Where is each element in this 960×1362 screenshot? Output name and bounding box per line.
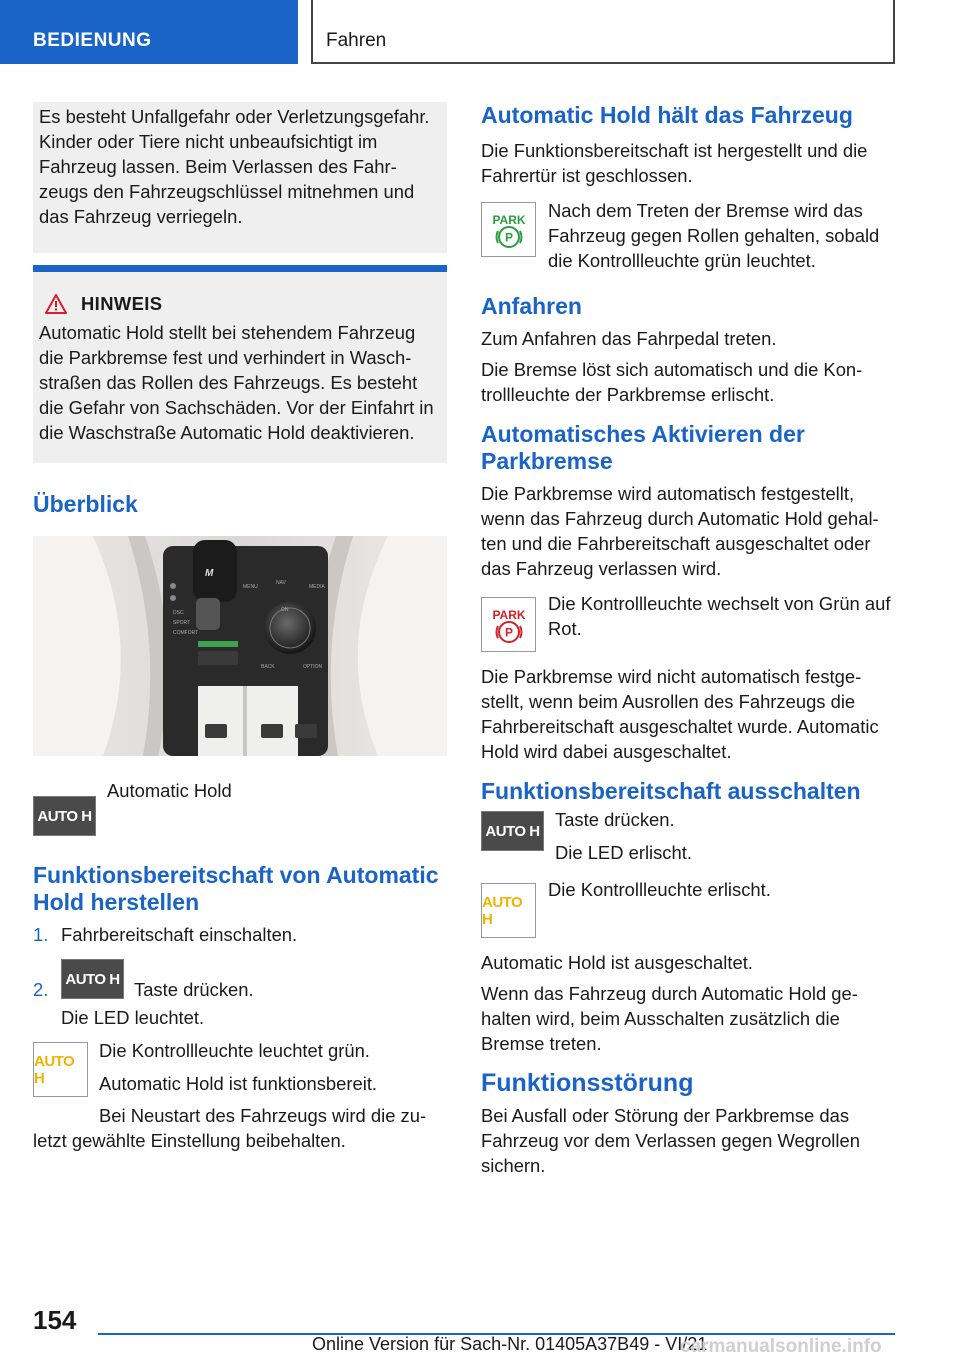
step-text: Taste drücken. [134,979,254,1000]
photo-label: SPORT [173,620,191,626]
photo-label: ON [281,607,289,613]
left-column [33,102,447,1153]
center-console-photo [33,536,447,756]
warning-box [33,102,447,253]
park-brake-red-icon [481,597,536,652]
online-version-text: Online Version für Sach-Nr. 01405A37B49 - VI/21 [312,1334,708,1354]
photo-label: MENU [243,584,258,590]
off-indicator-text: Die Kontrollleuchte erlischt. [548,879,771,900]
auto-hold-button-icon: AUTO H [33,796,96,836]
drive-text-2: Die Bremse löst sich automatisch und die Kontrollleuchte der Parkbremse erlischt. [481,359,863,405]
fault-heading: Funktionsstörung [481,1069,694,1097]
off-done-text: Automatic Hold ist ausgeschaltet. [481,952,753,973]
right-column [481,102,897,1178]
establish-heading: Funktionsbereitschaft von Automatic Hold herstellen [33,862,439,915]
section-tab: BEDIENUNG [0,0,298,64]
indicator-text: Die Kontrollleuchte leuchtet grün. [99,1040,370,1061]
warning-triangle-icon [45,294,67,314]
park-red-row [481,593,897,652]
park-brake-green-icon [481,202,536,257]
photo-label: MEDIA [309,584,325,590]
hold-text: Die Funktionsbereitschaft ist hergestellt und die Fahrertür ist geschlossen. [481,140,868,186]
step-item [33,922,447,947]
red-text: Die Kontrollleuchte wechselt von Grün auf Rot. [548,593,891,639]
photo-label: DSC [173,610,184,616]
auto-park-text: Die Parkbremse wird automatisch festgestellt, wenn das Fahrzeug durch Automatic Hold gehalten und die Fahrbereitschaft ausgeschaltet oder das Fahrzeug verlassen wird. [481,483,879,579]
overview-heading: Überblick [33,491,138,517]
auto-hold-indicator-icon: AUTO H [481,883,536,938]
watermark: carmanualsonline.info [680,1336,882,1357]
step-number: 1. [33,924,49,945]
photo-label: COMFORT [173,630,199,636]
auto-hold-button-icon: AUTO H [481,811,544,851]
off-heading: Funktionsbereitschaft ausschalten [481,778,861,804]
step-item [33,959,447,999]
photo-label: NAV [276,580,286,586]
center-console-illustration [33,536,447,756]
park-label: PARK [491,212,526,227]
off-note-text: Wenn das Fahrzeug durch Automatic Hold gehalten wird, beim Ausschalten zusätzlich die Bremse treten. [481,983,858,1054]
photo-label: BACK [261,664,275,670]
step-text: Fahrbereitschaft einschalten. [61,924,298,945]
auto-park-heading: Automatisches Aktivieren der Parkbremse [481,421,805,474]
indicator-row [33,1038,447,1097]
hold-heading: Automatic Hold hält das Fahrzeug [481,102,853,128]
drive-heading: Anfahren [481,293,582,319]
note-text: Automatic Hold stellt bei stehendem Fahrzeug die Parkbremse fest und verhindert in Waschstraßen das Rollen des Fahrzeugs. Es besteht die Gefahr von Sachschäden. Vor der Einfahrt in die Waschstraße Automatic Hold deaktivieren. [39,322,434,443]
off-led-text: Die LED erlischt. [555,842,692,863]
auto-hold-indicator-icon: AUTO H [33,1042,88,1097]
off-step-text: Taste drücken. [555,809,675,830]
warning-text: Es besteht Unfallgefahr oder Verletzungsgefahr. Kinder oder Tiere nicht unbeaufsichtigt im Fahrzeug lassen. Beim Verlassen des Fahrzeugs den Fahrzeugschlüssel mitnehmen und das Fahrzeug verriegeln. [39,106,430,227]
svg-text:P: P [504,625,513,639]
note-box [33,265,447,463]
park-green-row [481,200,897,273]
svg-text:M: M [205,568,214,579]
led-text: Die LED leuchtet. [61,1007,205,1028]
not-auto-text: Die Parkbremse wird nicht automatisch festgestellt, wenn beim Ausrollen des Fahrzeugs die Fahrbereitschaft ausgeschaltet wurde. Automatic Hold wird dabei ausgeschaltet. [481,666,879,762]
ready-text: Automatic Hold ist funktionsbereit. [99,1073,378,1094]
auto-hold-caption: Automatic Hold [107,780,232,801]
restart-text: Bei Neustart des Fahrzeugs wird die zuletzt gewählte Einstellung beibehalten. [33,1105,427,1151]
note-title [45,290,439,318]
off-indicator-row [481,879,897,938]
note-title-label: HINWEIS [81,293,163,314]
off-button-row [481,807,897,865]
step-number: 2. [33,979,49,1000]
park-text: Nach dem Treten der Bremse wird das Fahrzeug gegen Rollen gehalten, sobald die Kontrollleuchte grün leuchtet. [548,200,880,271]
auto-hold-button-icon: AUTO H [61,959,124,999]
steps-list [33,922,447,999]
drive-text-1: Zum Anfahren das Fahrpedal treten. [481,328,777,349]
auto-hold-button-row [33,780,447,836]
fault-text: Bei Ausfall oder Störung der Parkbremse das Fahrzeug vor dem Verlassen gegen Wegrollen sichern. [481,1105,860,1176]
svg-text:P: P [504,230,513,244]
photo-label: OPTION [303,664,323,670]
chapter-tab: Fahren [311,0,895,64]
park-label: PARK [491,607,526,622]
page-number: 154 [33,1305,77,1335]
